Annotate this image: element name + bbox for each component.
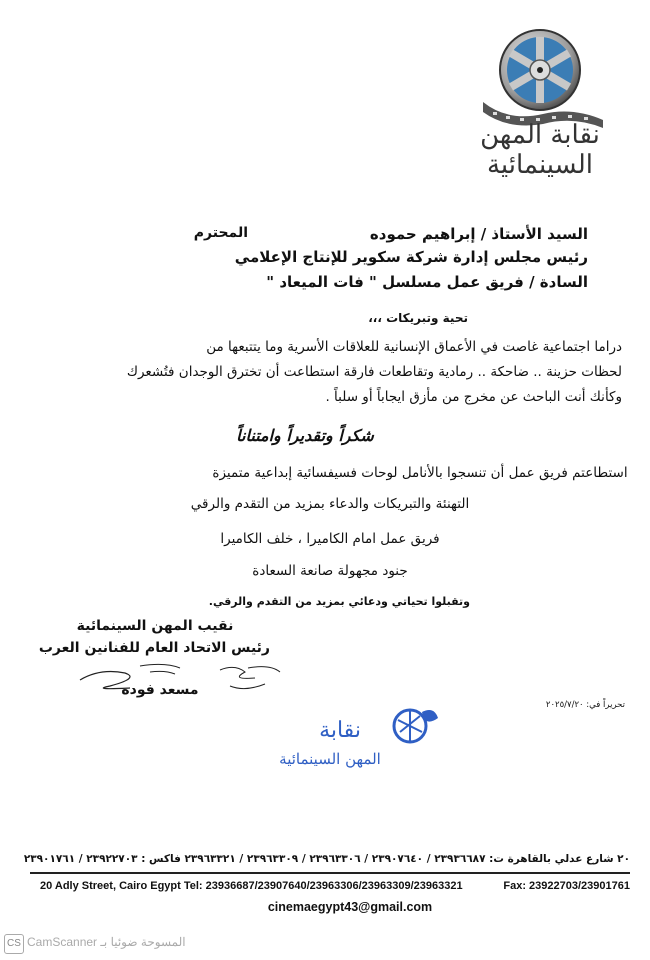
official-stamp [270, 700, 450, 790]
camscanner-logo-icon: CS [4, 934, 24, 954]
footer-fax: Fax: 23922703/23901761 [503, 880, 630, 892]
footer-address-english [40, 880, 630, 892]
addressee-name: السيد الأستاذ / إبراهيم حموده [369, 225, 588, 243]
footer-address-tel: 20 Adly Street, Cairo Egypt Tel: 23936687/23907640/23963306/23963309/23963321 [40, 880, 463, 892]
closing-line: وتقبلوا تحياتي ودعائي بمزيد من التقدم والرقي. [208, 595, 470, 608]
center-line: جنود مجهولة صانعة السعادة [252, 563, 408, 579]
footer-divider [30, 872, 630, 874]
footer-email: cinemaegypt43@gmail.com [267, 900, 433, 914]
stamp-emblem-icon [390, 702, 442, 746]
center-line: استطاعتم فريق عمل أن تنسجوا بالأنامل لوحات فسيفسائية إبداعية متميزة [212, 465, 628, 481]
body-line: لحظات حزينة .. ضاحكة .. رمادية وتقاطعات فارقة استطاعت أن تخترق الوجدان فتُشعرك [126, 364, 622, 380]
stamp-text: نقابة [319, 718, 361, 743]
thanks-heading: شكراً وتقديراً وامتناناً [236, 426, 374, 445]
signatory-title: رئيس الاتحاد العام للفنانين العرب [38, 640, 270, 656]
greeting: تحية وتبريكات ،،، [368, 311, 468, 325]
addressee-position: رئيس مجلس إدارة شركة سكوير للإنتاج الإعلامي [234, 248, 588, 266]
body-line: وكأنك أنت الباحث عن مخرج من مأزق ايجاباً أو سلباً . [325, 389, 622, 405]
body-line: دراما اجتماعية غاصت في الأعماق الإنسانية للعلاقات الأسرية وما يتتبعها من [206, 339, 622, 355]
signatory-title: نقيب المهن السينمائية [76, 618, 234, 634]
center-line: التهنئة والتبريكات والدعاء بمزيد من التقدم والرقي [190, 496, 470, 512]
organization-name: نقابة المهن السينمائية [480, 120, 600, 180]
camscanner-watermark: CamScanner المسوحة ضوئيا بـ [27, 935, 186, 949]
stamp-text: المهن السينمائية [279, 750, 381, 768]
addressee-team: السادة / فريق عمل مسلسل " فات الميعاد " [266, 273, 588, 291]
signatory-name: مسعد فوده [121, 682, 199, 698]
footer-address-arabic: ٢٠ شارع عدلي بالقاهرة ت: ٢٣٩٣٦٦٨٧ / ٢٣٩٠٧٦٤٠ / ٢٣٩٦٣٣٠٦ / ٢٣٩٦٣٣٠٩ / ٢٣٩٦٣٣٢١ فاكس : ٢٣٩٢٢٧٠٣ / ٢٣٩٠١٧٦١ [23, 853, 630, 865]
issue-date: تحريراً في: ٢٠٢٥/٧/٢٠ [545, 700, 625, 710]
center-line: فريق عمل امام الكاميرا ، خلف الكاميرا [220, 531, 440, 547]
